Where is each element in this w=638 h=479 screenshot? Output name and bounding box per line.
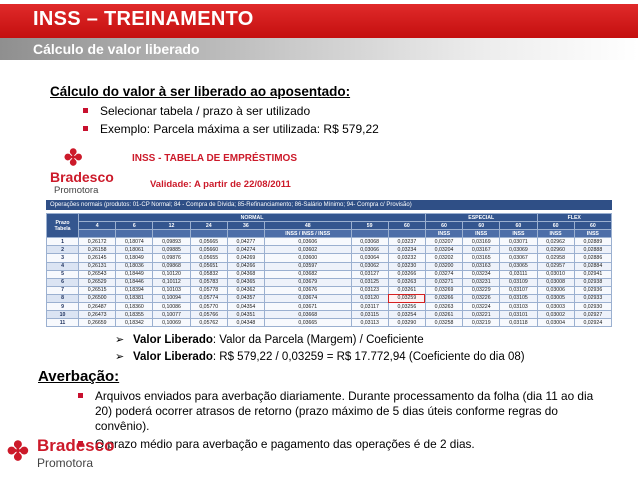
arrow-bullet-icon: ➢ bbox=[115, 334, 125, 346]
coefficient-cell: 0,04365 bbox=[227, 278, 264, 286]
slide-title: INSS – TREINAMENTO bbox=[33, 8, 254, 30]
col-subheader bbox=[388, 230, 425, 238]
col-header: 60 bbox=[537, 222, 574, 230]
coefficient-cell: 0,03237 bbox=[388, 238, 425, 246]
col-header: 60 bbox=[425, 222, 462, 230]
row-prazo-cell: 6 bbox=[47, 278, 79, 286]
coefficient-cell: 0,18049 bbox=[116, 254, 153, 262]
logo-brand: Bradesco bbox=[50, 169, 114, 185]
coefficient-table bbox=[46, 213, 612, 327]
coefficient-cell: 0,03101 bbox=[500, 311, 537, 319]
table-row bbox=[47, 262, 612, 270]
coefficient-cell: 0,05762 bbox=[190, 319, 227, 327]
coefficient-cell: 0,10103 bbox=[153, 286, 190, 294]
coefficient-cell: 0,04354 bbox=[227, 303, 264, 311]
row-prazo-cell: 9 bbox=[47, 303, 79, 311]
coefficient-cell: 0,03234 bbox=[463, 270, 500, 278]
coefficient-cell: 0,03118 bbox=[500, 319, 537, 327]
logo-brand-sub: Promotora bbox=[54, 185, 99, 196]
coefficient-cell: 0,09893 bbox=[153, 238, 190, 246]
coefficient-cell: 0,03127 bbox=[351, 270, 388, 278]
coefficient-cell: 0,03674 bbox=[265, 294, 352, 302]
coefficient-cell: 0,03263 bbox=[425, 303, 462, 311]
coefficient-cell: 0,03231 bbox=[463, 278, 500, 286]
coefficient-cell: 0,02884 bbox=[574, 262, 611, 270]
row-prazo-cell: 11 bbox=[47, 319, 79, 327]
col-header: 60 bbox=[574, 222, 611, 230]
coefficient-cell: 0,03261 bbox=[425, 311, 462, 319]
coefficient-cell: 0,05651 bbox=[190, 262, 227, 270]
coefficient-cell: 0,02927 bbox=[574, 311, 611, 319]
coefficient-cell: 0,03068 bbox=[351, 238, 388, 246]
col-header-prazo: Prazo Tabela bbox=[47, 214, 79, 238]
coefficient-cell: 0,03064 bbox=[351, 254, 388, 262]
section-title-calculo: Cálculo do valor à ser liberado ao aposentado: bbox=[50, 84, 351, 99]
coefficient-cell: 0,26172 bbox=[79, 238, 116, 246]
col-subheader: INSS bbox=[574, 230, 611, 238]
group-header-especial: ESPECIAL bbox=[425, 214, 537, 222]
calc-line: ➢ Valor Liberado: Valor da Parcela (Margem) / Coeficiente bbox=[115, 332, 625, 349]
coefficient-cell: 0,10120 bbox=[153, 270, 190, 278]
coefficient-cell: 0,03606 bbox=[265, 238, 352, 246]
coefficient-cell: 0,03115 bbox=[351, 311, 388, 319]
col-subheader: INSS bbox=[537, 230, 574, 238]
coefficient-cell: 0,26500 bbox=[79, 294, 116, 302]
col-header: 59 bbox=[351, 222, 388, 230]
col-subheader bbox=[153, 230, 190, 238]
coefficient-cell: 0,26515 bbox=[79, 286, 116, 294]
coefficient-cell: 0,03003 bbox=[537, 303, 574, 311]
coefficient-cell: 0,03006 bbox=[537, 286, 574, 294]
coefficient-cell: 0,03254 bbox=[388, 311, 425, 319]
slide-subtitle: Cálculo de valor liberado bbox=[33, 41, 200, 57]
coefficient-cell: 0,03676 bbox=[265, 286, 352, 294]
section1-bullets bbox=[83, 104, 603, 140]
coefficient-cell: 0,04269 bbox=[227, 254, 264, 262]
bradesco-logo bbox=[50, 147, 118, 199]
table-row bbox=[47, 303, 612, 311]
coefficient-cell: 0,02958 bbox=[537, 254, 574, 262]
coefficient-cell: 0,04266 bbox=[227, 262, 264, 270]
group-header-normal: NORMAL bbox=[79, 214, 426, 222]
coefficient-cell: 0,05778 bbox=[190, 286, 227, 294]
coefficient-cell: 0,03071 bbox=[500, 238, 537, 246]
coefficient-cell: 0,05832 bbox=[190, 270, 227, 278]
coefficient-cell: 0,03269 bbox=[425, 286, 462, 294]
table-row bbox=[47, 294, 612, 302]
coefficient-cell: 0,26659 bbox=[79, 319, 116, 327]
col-subheader bbox=[227, 230, 264, 238]
coefficient-cell: 0,03062 bbox=[351, 262, 388, 270]
coefficient-cell: 0,03229 bbox=[463, 286, 500, 294]
coefficient-cell: 0,02962 bbox=[537, 238, 574, 246]
coefficient-cell: 0,03065 bbox=[500, 262, 537, 270]
col-header: 48 bbox=[265, 222, 352, 230]
coefficient-cell: 0,03125 bbox=[351, 278, 388, 286]
bullet-item: O prazo médio para averbação e pagamento das operações é de 2 dias. bbox=[78, 437, 598, 452]
col-header: 4 bbox=[79, 222, 116, 230]
coefficient-cell: 0,03200 bbox=[425, 262, 462, 270]
coefficient-cell: 0,03221 bbox=[463, 311, 500, 319]
section2-bullets bbox=[78, 389, 598, 455]
coefficient-cell: 0,05660 bbox=[190, 246, 227, 254]
coefficient-cell: 0,04348 bbox=[227, 319, 264, 327]
coefficient-cell: 0,03005 bbox=[537, 294, 574, 302]
coefficient-cell: 0,03602 bbox=[265, 246, 352, 254]
table-row bbox=[47, 254, 612, 262]
col-subheader bbox=[351, 230, 388, 238]
coefficient-cell: 0,18394 bbox=[116, 286, 153, 294]
coefficient-cell: 0,18036 bbox=[116, 262, 153, 270]
coefficient-cell: 0,10077 bbox=[153, 311, 190, 319]
bullet-item: Exemplo: Parcela máxima a ser utilizada: R$ 579,22 bbox=[83, 122, 603, 137]
col-header: 24 bbox=[190, 222, 227, 230]
rate-table-image bbox=[44, 141, 614, 327]
coefficient-cell: 0,05774 bbox=[190, 294, 227, 302]
coefficient-cell: 0,03266 bbox=[425, 294, 462, 302]
coefficient-cell: 0,03105 bbox=[500, 294, 537, 302]
coefficient-cell: 0,04351 bbox=[227, 311, 264, 319]
coefficient-cell: 0,04277 bbox=[227, 238, 264, 246]
footer-brand-sub: Promotora bbox=[37, 456, 94, 470]
coefficient-cell: 0,03682 bbox=[265, 270, 352, 278]
coefficient-cell: 0,03067 bbox=[500, 254, 537, 262]
bullet-item: Selecionar tabela / prazo à ser utilizado bbox=[83, 104, 603, 119]
coefficient-cell: 0,05766 bbox=[190, 311, 227, 319]
coefficient-cell: 0,02933 bbox=[574, 294, 611, 302]
table-row bbox=[47, 278, 612, 286]
coefficient-cell: 0,03107 bbox=[500, 286, 537, 294]
coefficient-cell: 0,03111 bbox=[500, 270, 537, 278]
col-header: 60 bbox=[500, 222, 537, 230]
coefficient-cell: 0,04368 bbox=[227, 270, 264, 278]
coefficient-cell: 0,03597 bbox=[265, 262, 352, 270]
col-header: 12 bbox=[153, 222, 190, 230]
coefficient-cell: 0,26131 bbox=[79, 262, 116, 270]
coefficient-cell: 0,03232 bbox=[388, 254, 425, 262]
coefficient-cell: 0,03169 bbox=[463, 238, 500, 246]
col-subheader bbox=[79, 230, 116, 238]
table-title: INSS - TABELA DE EMPRÉSTIMOS bbox=[132, 153, 298, 164]
coefficient-cell: 0,03266 bbox=[388, 270, 425, 278]
coefficient-cell: 0,03069 bbox=[500, 246, 537, 254]
coefficient-cell: 0,03256 bbox=[388, 303, 425, 311]
row-prazo-cell: 1 bbox=[47, 238, 79, 246]
row-prazo-cell: 8 bbox=[47, 294, 79, 302]
coefficient-cell: 0,03204 bbox=[425, 246, 462, 254]
calc-line: ➢ Valor Liberado: R$ 579,22 / 0,03259 = R$ 17.772,94 (Coeficiente do dia 08) bbox=[115, 349, 625, 366]
coefficient-cell: 0,18360 bbox=[116, 303, 153, 311]
coefficient-cell: 0,03167 bbox=[463, 246, 500, 254]
coefficient-cell: 0,03665 bbox=[265, 319, 352, 327]
coefficient-cell: 0,02960 bbox=[537, 246, 574, 254]
coefficient-cell: 0,02936 bbox=[574, 286, 611, 294]
col-subheader: INSS bbox=[463, 230, 500, 238]
coefficient-cell: 0,03103 bbox=[500, 303, 537, 311]
col-subheader bbox=[190, 230, 227, 238]
coefficient-cell: 0,03163 bbox=[463, 262, 500, 270]
coefficient-cell: 0,05655 bbox=[190, 254, 227, 262]
coefficient-cell: 0,03117 bbox=[351, 303, 388, 311]
coefficient-cell: 0,04274 bbox=[227, 246, 264, 254]
col-header: 60 bbox=[388, 222, 425, 230]
footer-bradesco-logo bbox=[7, 434, 122, 474]
row-prazo-cell: 7 bbox=[47, 286, 79, 294]
coefficient-cell: 0,02941 bbox=[574, 270, 611, 278]
row-prazo-cell: 10 bbox=[47, 311, 79, 319]
coefficient-cell: 0,03679 bbox=[265, 278, 352, 286]
coefficient-cell: 0,26543 bbox=[79, 270, 116, 278]
coefficient-cell: 0,03274 bbox=[425, 270, 462, 278]
coefficient-cell: 0,18355 bbox=[116, 311, 153, 319]
coefficient-cell: 0,03263 bbox=[388, 278, 425, 286]
coefficient-cell: 0,03004 bbox=[537, 319, 574, 327]
row-prazo-cell: 4 bbox=[47, 262, 79, 270]
coefficient-cell: 0,26473 bbox=[79, 311, 116, 319]
table-row bbox=[47, 286, 612, 294]
coefficient-cell: 0,03066 bbox=[351, 246, 388, 254]
coefficient-cell: 0,02938 bbox=[574, 278, 611, 286]
coefficient-cell: 0,03668 bbox=[265, 311, 352, 319]
section-title-averbacao: Averbação: bbox=[38, 368, 120, 385]
col-subheader: INSS bbox=[500, 230, 537, 238]
bradesco-tree-icon: ✤ bbox=[64, 145, 83, 170]
coefficient-cell: 0,03120 bbox=[351, 294, 388, 302]
coefficient-cell: 0,02889 bbox=[574, 238, 611, 246]
coefficient-cell: 0,09868 bbox=[153, 262, 190, 270]
coefficient-cell: 0,03261 bbox=[388, 286, 425, 294]
bullet-square-icon bbox=[78, 393, 83, 398]
coefficient-cell: 0,03002 bbox=[537, 311, 574, 319]
coefficient-cell: 0,02886 bbox=[574, 254, 611, 262]
coefficient-cell: 0,18381 bbox=[116, 294, 153, 302]
coefficient-cell: 0,03259 bbox=[388, 294, 425, 302]
coefficient-cell: 0,03258 bbox=[425, 319, 462, 327]
coefficient-cell: 0,09876 bbox=[153, 254, 190, 262]
row-prazo-cell: 5 bbox=[47, 270, 79, 278]
coefficient-cell: 0,18061 bbox=[116, 246, 153, 254]
table-validity: Validade: A partir de 22/08/2011 bbox=[150, 179, 291, 190]
coefficient-cell: 0,26158 bbox=[79, 246, 116, 254]
coefficient-cell: 0,10112 bbox=[153, 278, 190, 286]
col-header: 60 bbox=[463, 222, 500, 230]
table-row bbox=[47, 311, 612, 319]
col-subheader bbox=[116, 230, 153, 238]
coefficient-cell: 0,03290 bbox=[388, 319, 425, 327]
coefficient-cell: 0,03671 bbox=[265, 303, 352, 311]
col-subheader: INSS bbox=[425, 230, 462, 238]
coefficient-cell: 0,02888 bbox=[574, 246, 611, 254]
coefficient-cell: 0,03271 bbox=[425, 278, 462, 286]
coefficient-cell: 0,02924 bbox=[574, 319, 611, 327]
coefficient-cell: 0,03123 bbox=[351, 286, 388, 294]
coefficient-cell: 0,03224 bbox=[463, 303, 500, 311]
bullet-square-icon bbox=[83, 126, 88, 131]
coefficient-cell: 0,03219 bbox=[463, 319, 500, 327]
coefficient-cell: 0,03010 bbox=[537, 270, 574, 278]
coefficient-cell: 0,03202 bbox=[425, 254, 462, 262]
coefficient-cell: 0,18342 bbox=[116, 319, 153, 327]
table-row bbox=[47, 238, 612, 246]
coefficient-cell: 0,03109 bbox=[500, 278, 537, 286]
coefficient-cell: 0,04357 bbox=[227, 294, 264, 302]
slide-header bbox=[0, 0, 638, 58]
coefficient-cell: 0,03230 bbox=[388, 262, 425, 270]
coefficient-cell: 0,03008 bbox=[537, 278, 574, 286]
coefficient-cell: 0,02930 bbox=[574, 303, 611, 311]
coefficient-cell: 0,03234 bbox=[388, 246, 425, 254]
coefficient-cell: 0,18449 bbox=[116, 270, 153, 278]
col-header: 36 bbox=[227, 222, 264, 230]
bullet-square-icon bbox=[83, 108, 88, 113]
coefficient-cell: 0,18446 bbox=[116, 278, 153, 286]
coefficient-cell: 0,18074 bbox=[116, 238, 153, 246]
group-header-flex: FLEX bbox=[537, 214, 612, 222]
footer-brand: Bradesco bbox=[37, 436, 115, 455]
coefficient-cell: 0,03226 bbox=[463, 294, 500, 302]
table-row bbox=[47, 270, 612, 278]
coefficient-cell: 0,03165 bbox=[463, 254, 500, 262]
coefficient-cell: 0,26529 bbox=[79, 278, 116, 286]
coefficient-cell: 0,26145 bbox=[79, 254, 116, 262]
table-note: Operações normais (produtos: 01-CP Normal; 84 - Compra de Dívida; 85-Refinanciamento; 86-Salário Mínimo; 94- Compra c/ Provisão) bbox=[46, 200, 612, 210]
coefficient-cell: 0,05665 bbox=[190, 238, 227, 246]
coefficient-cell: 0,09885 bbox=[153, 246, 190, 254]
coefficient-cell: 0,10086 bbox=[153, 303, 190, 311]
arrow-bullet-icon: ➢ bbox=[115, 351, 125, 363]
bradesco-tree-icon: ✤ bbox=[7, 436, 29, 466]
coefficient-cell: 0,03207 bbox=[425, 238, 462, 246]
coefficient-cell: 0,03113 bbox=[351, 319, 388, 327]
coefficient-cell: 0,10094 bbox=[153, 294, 190, 302]
bullet-item: Arquivos enviados para averbação diariamente. Durante processamento da folha (dia 11 ao dia 20) poderá ocorrer atrasos de retorno (prazo máximo de 5 dias úteis conforme regras do convênio). bbox=[78, 389, 598, 434]
calc-lines bbox=[115, 332, 625, 366]
coefficient-cell: 0,05770 bbox=[190, 303, 227, 311]
coefficient-cell: 0,10069 bbox=[153, 319, 190, 327]
row-prazo-cell: 3 bbox=[47, 254, 79, 262]
coefficient-cell: 0,04362 bbox=[227, 286, 264, 294]
table-row bbox=[47, 319, 612, 327]
table-row bbox=[47, 246, 612, 254]
row-prazo-cell: 2 bbox=[47, 246, 79, 254]
coefficient-cell: 0,05783 bbox=[190, 278, 227, 286]
coefficient-cell: 0,03600 bbox=[265, 254, 352, 262]
col-subheader: INSS / INSS / INSS bbox=[265, 230, 352, 238]
coefficient-cell: 0,02957 bbox=[537, 262, 574, 270]
col-header: 6 bbox=[116, 222, 153, 230]
coefficient-cell: 0,26487 bbox=[79, 303, 116, 311]
